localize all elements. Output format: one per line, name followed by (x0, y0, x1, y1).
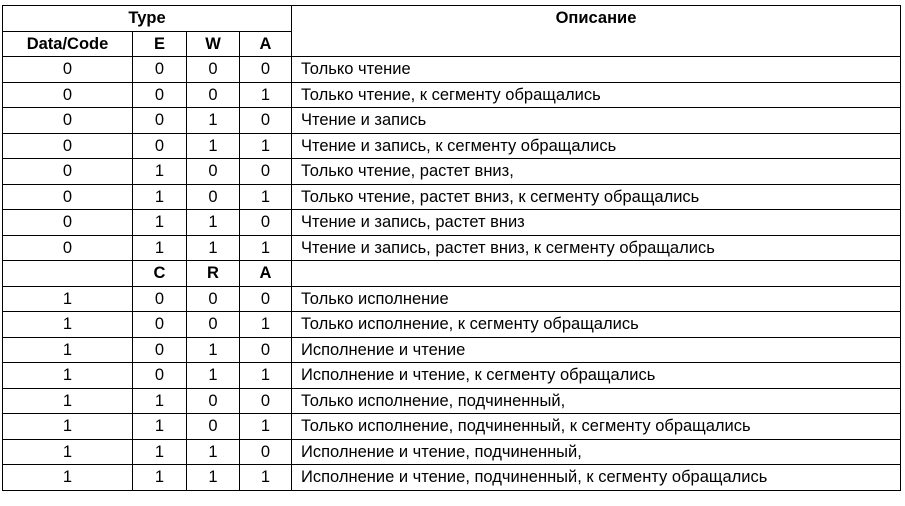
bit-cell: 0 (187, 414, 240, 440)
accessed-bit-cell: 1 (240, 465, 292, 491)
data-segment-rows (3, 57, 901, 261)
blank-description-cell (292, 261, 901, 287)
description-cell: Только чтение, растет вниз, (292, 159, 901, 185)
data-code-cell: 0 (3, 82, 133, 108)
description-cell: Только чтение (292, 57, 901, 83)
bit-cell: 0 (187, 312, 240, 338)
description-cell: Исполнение и чтение, подчиненный, к сегменту обращались (292, 465, 901, 491)
table-row (3, 465, 901, 491)
table-row (3, 286, 901, 312)
accessed-bit-cell: 1 (240, 133, 292, 159)
data-code-cell: 0 (3, 210, 133, 236)
column-header-a: A (240, 31, 292, 57)
bit-cell: 0 (187, 286, 240, 312)
segment-type-table (2, 5, 901, 491)
bit-cell: 1 (133, 184, 187, 210)
accessed-bit-cell: 1 (240, 82, 292, 108)
data-code-cell: 0 (3, 159, 133, 185)
column-header-e: E (133, 31, 187, 57)
bit-cell: 0 (187, 388, 240, 414)
description-cell: Исполнение и чтение, к сегменту обращались (292, 363, 901, 389)
table-row (3, 414, 901, 440)
data-code-cell: 0 (3, 133, 133, 159)
bit-cell: 1 (133, 465, 187, 491)
description-cell: Исполнение и чтение (292, 337, 901, 363)
header-row-type (3, 6, 901, 32)
column-header-c: C (133, 261, 187, 287)
table-row (3, 108, 901, 134)
accessed-bit-cell: 0 (240, 439, 292, 465)
data-code-cell: 1 (3, 286, 133, 312)
bit-cell: 0 (133, 82, 187, 108)
accessed-bit-cell: 0 (240, 337, 292, 363)
accessed-bit-cell: 1 (240, 363, 292, 389)
bit-cell: 1 (187, 133, 240, 159)
bit-cell: 1 (133, 235, 187, 261)
description-cell: Только исполнение (292, 286, 901, 312)
description-cell: Только чтение, растет вниз, к сегменту обращались (292, 184, 901, 210)
description-cell: Чтение и запись, растет вниз (292, 210, 901, 236)
description-cell: Только исполнение, подчиненный, к сегменту обращались (292, 414, 901, 440)
column-header-r: R (187, 261, 240, 287)
description-cell: Только исполнение, подчиненный, (292, 388, 901, 414)
description-header: Описание (292, 6, 901, 57)
bit-cell: 1 (187, 363, 240, 389)
data-code-cell: 1 (3, 388, 133, 414)
bit-cell: 1 (187, 210, 240, 236)
table-row (3, 133, 901, 159)
bit-cell: 0 (133, 108, 187, 134)
table-row (3, 363, 901, 389)
bit-cell: 1 (133, 159, 187, 185)
bit-cell: 1 (187, 108, 240, 134)
description-cell: Только чтение, к сегменту обращались (292, 82, 901, 108)
bit-cell: 0 (133, 337, 187, 363)
table-row (3, 235, 901, 261)
data-code-cell: 1 (3, 465, 133, 491)
description-cell: Чтение и запись (292, 108, 901, 134)
data-code-cell: 0 (3, 184, 133, 210)
description-cell: Только исполнение, к сегменту обращались (292, 312, 901, 338)
accessed-bit-cell: 1 (240, 235, 292, 261)
bit-cell: 0 (133, 363, 187, 389)
description-cell: Исполнение и чтение, подчиненный, (292, 439, 901, 465)
accessed-bit-cell: 0 (240, 286, 292, 312)
accessed-bit-cell: 0 (240, 388, 292, 414)
bit-cell: 0 (133, 312, 187, 338)
data-code-cell: 1 (3, 312, 133, 338)
bit-cell: 1 (187, 465, 240, 491)
accessed-bit-cell: 0 (240, 159, 292, 185)
bit-cell: 1 (133, 388, 187, 414)
data-code-cell: 1 (3, 337, 133, 363)
bit-cell: 1 (187, 235, 240, 261)
header-row-code-columns (3, 261, 901, 287)
accessed-bit-cell: 0 (240, 210, 292, 236)
bit-cell: 0 (133, 133, 187, 159)
bit-cell: 1 (187, 439, 240, 465)
bit-cell: 0 (187, 82, 240, 108)
type-header: Type (3, 6, 292, 32)
bit-cell: 1 (133, 439, 187, 465)
bit-cell: 1 (187, 337, 240, 363)
accessed-bit-cell: 1 (240, 184, 292, 210)
data-code-cell: 0 (3, 57, 133, 83)
column-header-a-code: A (240, 261, 292, 287)
table-row (3, 439, 901, 465)
table-row (3, 210, 901, 236)
table-row (3, 337, 901, 363)
bit-cell: 0 (187, 184, 240, 210)
table-row (3, 388, 901, 414)
bit-cell: 0 (133, 57, 187, 83)
data-code-cell: 1 (3, 414, 133, 440)
table-row (3, 312, 901, 338)
accessed-bit-cell: 0 (240, 57, 292, 83)
data-code-cell: 0 (3, 235, 133, 261)
table-row (3, 57, 901, 83)
code-segment-rows (3, 286, 901, 490)
bit-cell: 0 (133, 286, 187, 312)
data-code-cell: 0 (3, 108, 133, 134)
column-header-w: W (187, 31, 240, 57)
data-code-cell: 1 (3, 439, 133, 465)
data-code-cell: 1 (3, 363, 133, 389)
accessed-bit-cell: 1 (240, 312, 292, 338)
table-row (3, 82, 901, 108)
code-subheader (3, 261, 901, 287)
table-row (3, 184, 901, 210)
column-header-data-code: Data/Code (3, 31, 133, 57)
bit-cell: 0 (187, 159, 240, 185)
accessed-bit-cell: 0 (240, 108, 292, 134)
bit-cell: 1 (133, 210, 187, 236)
description-cell: Чтение и запись, к сегменту обращались (292, 133, 901, 159)
description-cell: Чтение и запись, растет вниз, к сегменту обращались (292, 235, 901, 261)
bit-cell: 0 (187, 57, 240, 83)
bit-cell: 1 (133, 414, 187, 440)
accessed-bit-cell: 1 (240, 414, 292, 440)
table-row (3, 159, 901, 185)
column-header-blank (3, 261, 133, 287)
